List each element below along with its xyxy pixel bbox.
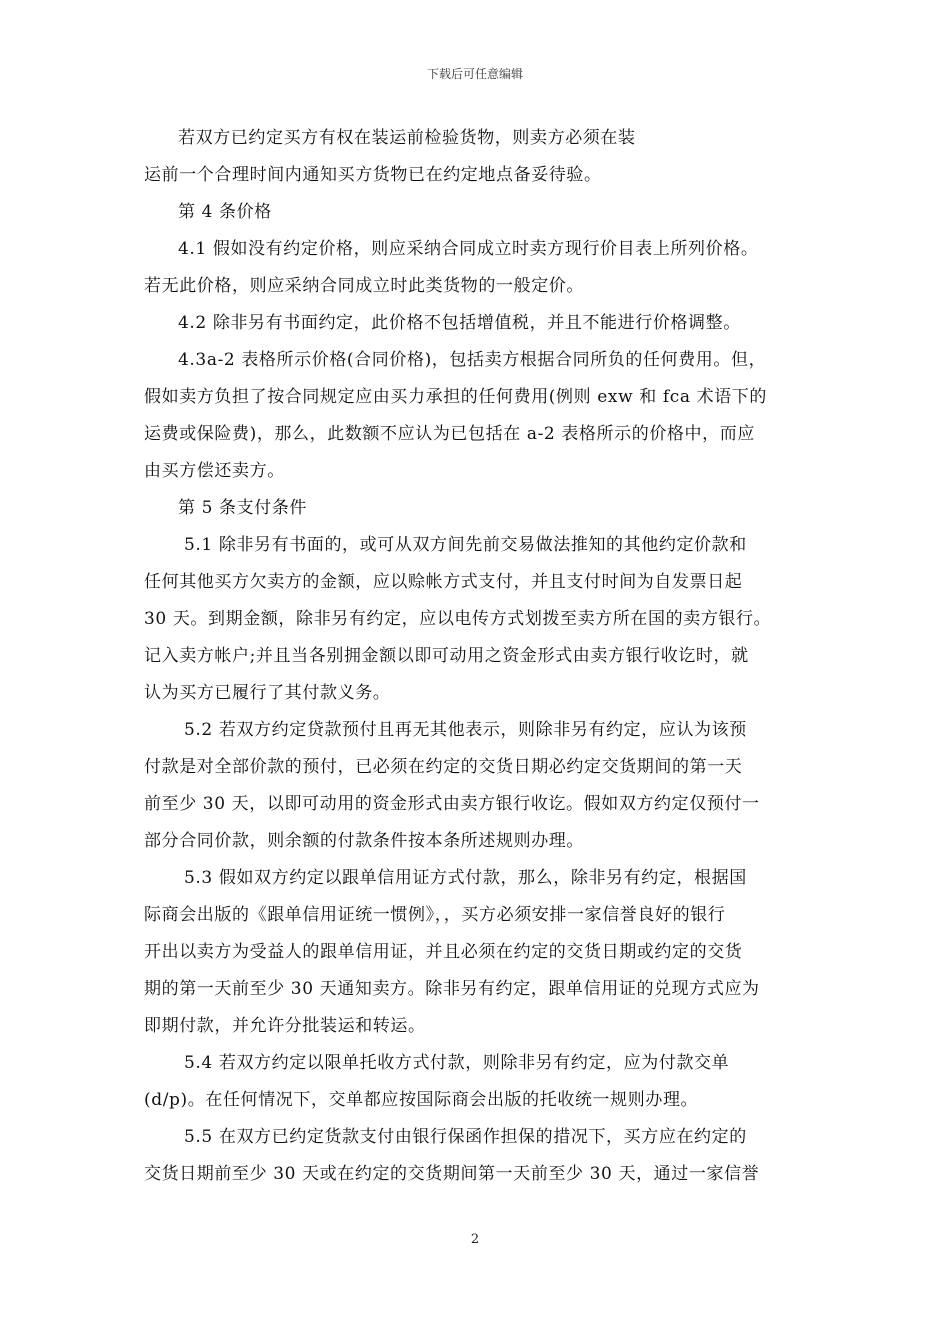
paragraph-inspection (144, 120, 814, 194)
text-line: 由买方偿还卖方。 (144, 461, 285, 481)
paragraph-5-2 (144, 712, 814, 860)
paragraph-5-3 (144, 860, 814, 1045)
text-line: 前至少 30 天，以即可动用的资金形式由卖方银行收讫。假如双方约定仅预付一 (144, 794, 760, 814)
paragraph-5-1 (144, 527, 814, 712)
text-line: 4.1 假如没有约定价格，则应采纳合同成立时卖方现行价目表上所列价格。 (178, 239, 759, 259)
paragraph-4-3 (144, 342, 814, 490)
text-line: 5.5 在双方已约定货款支付由银行保函作担保的措况下，买方应在约定的 (184, 1127, 747, 1147)
text-line: 即期付款，并允许分批装运和转运。 (144, 1016, 426, 1036)
paragraph-4-2 (144, 305, 814, 342)
text-line: 运费或保险费)，那么，此数额不应认为已包括在 a-2 表格所示的价格中，而应 (144, 424, 755, 444)
paragraph-5-4 (144, 1045, 814, 1119)
text-line: 若无此价格，则应采纳合同成立时此类货物的一般定价。 (144, 276, 584, 296)
page-header: 下载后可任意编辑 (426, 67, 523, 81)
text-line: 假如卖方负担了按合同规定应由买力承担的任何费用(例则 exw 和 fca 术语下的 (144, 387, 767, 407)
text-line: 部分合同价款，则余额的付款条件按本条所述规则办理。 (144, 831, 584, 851)
text-line: 5.4 若双方约定以限单托收方式付款，则除非另有约定，应为付款交单 (184, 1053, 730, 1073)
section-heading-payment (144, 490, 814, 527)
text-line: 5.3 假如双方约定以跟单信用证方式付款，那么，除非另有约定，根据国 (184, 868, 747, 888)
text-line: 开出以卖方为受益人的跟单信用证，并且必须在约定的交货日期或约定的交货 (144, 942, 743, 962)
section-heading: 第 4 条价格 (178, 202, 272, 222)
page-number: 2 (470, 1232, 480, 1247)
text-line: 期的第一天前至少 30 天通知卖方。除非另有约定，跟单信用证的兑现方式应为 (144, 979, 760, 999)
section-heading-price (144, 194, 814, 231)
text-line: 认为买方已履行了其付款义务。 (144, 683, 391, 703)
text-line: 若双方已约定买方有权在装运前检验货物，则卖方必须在装 (178, 128, 636, 148)
section-heading: 第 5 条支付条件 (178, 498, 308, 518)
text-line: 4.3a-2 表格所示价格(合同价格)，包括卖方根据合同所负的任何费用。但， (178, 350, 767, 370)
text-line: 5.2 若双方约定贷款预付且再无其他表示，则除非另有约定，应认为该预 (184, 720, 747, 740)
text-line: 30 天。到期金额，除非另有约定，应以电传方式划拨至卖方所在国的卖方银行。 (144, 609, 772, 629)
document-body (144, 120, 814, 1193)
text-line: (d/p)。在任何情况下，交单都应按国际商会出版的托收统一规则办理。 (144, 1090, 699, 1110)
text-line: 4.2 除非另有书面约定，此价格不包括增值税，并且不能进行价格调整。 (178, 313, 741, 333)
text-line: 付款是对全部价款的预付，已必须在约定的交货日期必约定交货期间的第一天 (144, 757, 743, 777)
text-line: 记入卖方帐户;并且当各别拥金额以即可动用之资金形式由卖方银行收讫时，就 (144, 646, 749, 666)
text-line: 际商会出版的《跟单信用证统一惯例》，，买方必须安排一家信誉良好的银行 (144, 905, 726, 925)
text-line: 交货日期前至少 30 天或在约定的交货期间第一天前至少 30 天，通过一家信誉 (144, 1164, 760, 1184)
text-line: 任何其他买方欠卖方的金额，应以赊帐方式支付，并且支付时间为自发票日起 (144, 572, 743, 592)
text-line: 5.1 除非另有书面的，或可从双方间先前交易做法推知的其他约定价款和 (184, 535, 747, 555)
text-line: 运前一个合理时间内通知买方货物已在约定地点备妥待验。 (144, 165, 602, 185)
paragraph-5-5 (144, 1119, 814, 1193)
paragraph-4-1 (144, 231, 814, 305)
